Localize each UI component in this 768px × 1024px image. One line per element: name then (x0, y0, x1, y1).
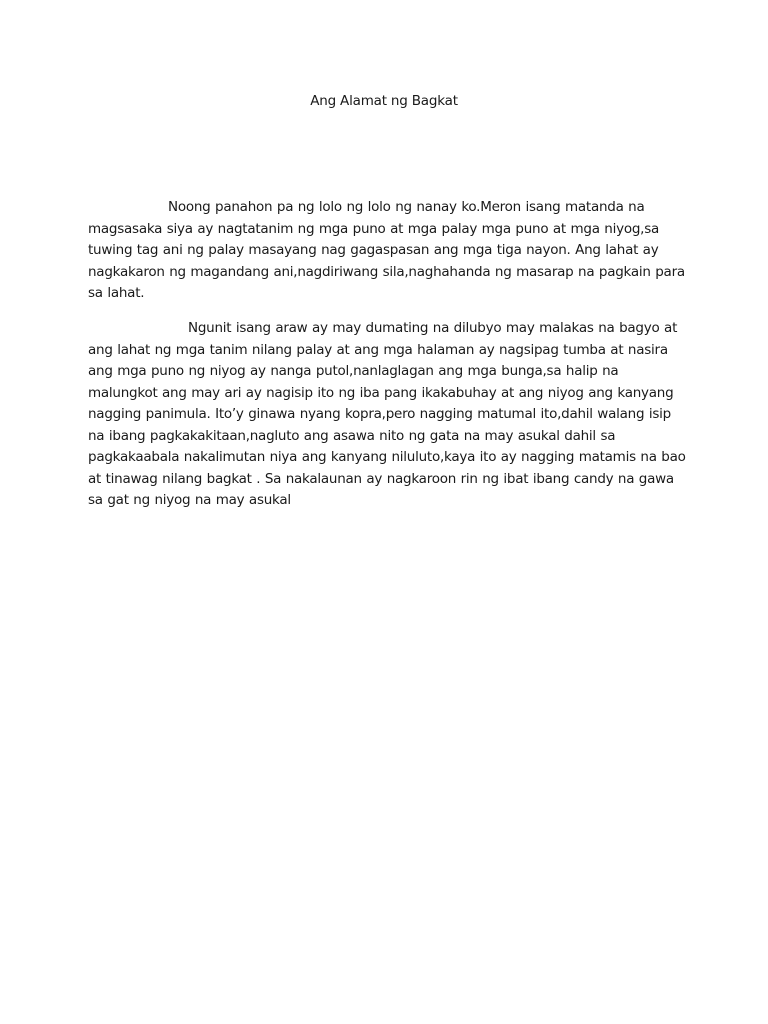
paragraph-1-text: Noong panahon pa ng lolo ng lolo ng nanay ko.Meron isang matanda na magsasaka siya ay nagtatanim ng mga puno at mga palay mga puno at mga niyog,sa tuwing tag ani ng palay masayang nag gagaspasan ang mga tiga nayon. Ang lahat ay nagkakaron ng magandang ani,nagdiriwang sila,naghahanda ng masarap na pagkain para sa lahat. (88, 199, 685, 301)
paragraph-2 (88, 318, 688, 512)
document-title: Ang Alamat ng Bagkat (310, 93, 458, 109)
paragraph-2-text: Ngunit isang araw ay may dumating na dilubyo may malakas na bagyo at ang lahat ng mga tanim nilang palay at ang mga halaman ay nagsipag tumba at nasira ang mga puno ng niyog ay nanga putol,nanlaglagan ang mga bunga,sa halip na malungkot ang may ari ay nagisip ito ng iba pang ikakabuhay at ang niyog ang kanyang nagging panimula. Ito’y ginawa nyang kopra,pero nagging matumal ito,dahil walang isip na ibang pagkakakitaan,nagluto ang asawa nito ng gata na may asukal dahil sa pagkakaabala nakalimutan niya ang kanyang niluluto,kaya ito ay nagging matamis na bao at tinawag nilang bagkat . Sa nakalaunan ay nagkaroon rin ng ibat ibang candy na gawa sa gat ng niyog na may asukal (88, 320, 686, 508)
paragraph-1 (88, 197, 688, 305)
